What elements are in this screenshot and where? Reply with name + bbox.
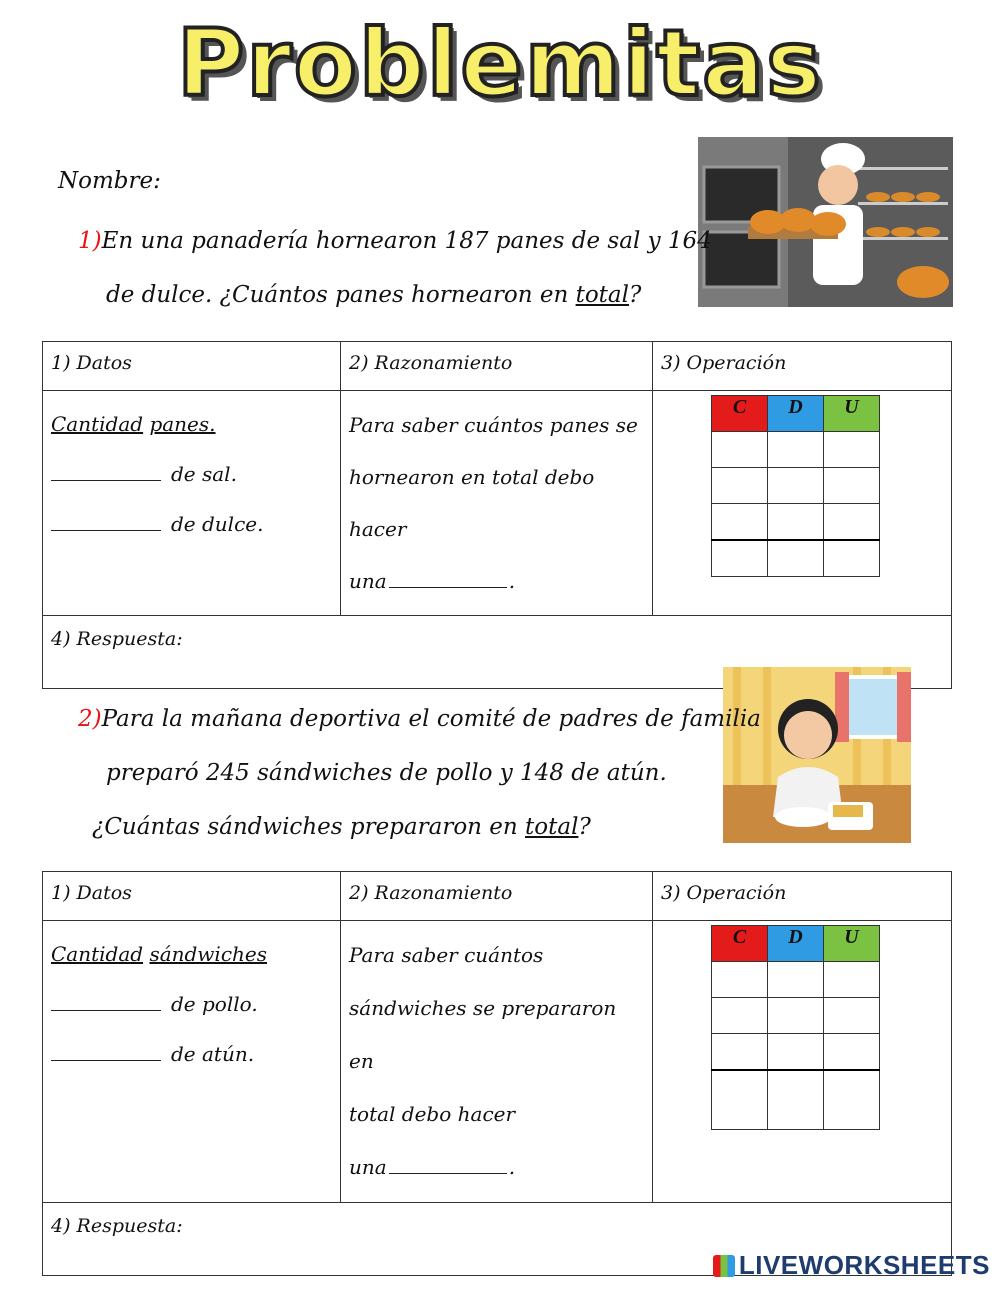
cdu-cell[interactable] xyxy=(712,998,768,1034)
cdu-result-cell[interactable] xyxy=(768,540,824,577)
datos-title: Cantidad xyxy=(51,412,144,436)
razon-line: una xyxy=(349,569,387,593)
problem-1-line-2: de dulce. ¿Cuántos panes hornearon en xyxy=(106,282,576,308)
datos-title-object: panes. xyxy=(149,412,216,436)
problem-2-line-3: ¿Cuántas sándwiches prepararon en xyxy=(92,814,526,840)
problem-1-question-mark: ? xyxy=(629,282,642,308)
cdu-cell[interactable] xyxy=(824,962,880,998)
decenas-header: D xyxy=(768,926,824,962)
cdu-result-cell[interactable] xyxy=(768,1070,824,1130)
cdu-cell[interactable] xyxy=(712,962,768,998)
cdu-cell[interactable] xyxy=(768,1034,824,1071)
datos-title-object: sándwiches xyxy=(149,942,268,966)
razon-line: total debo hacer xyxy=(349,1102,516,1126)
answer-blank-atun[interactable] xyxy=(51,1059,161,1061)
page-title: Problemitas xyxy=(176,10,823,117)
operacion-header: 3) Operación xyxy=(653,342,952,391)
cdu-cell[interactable] xyxy=(824,998,880,1034)
cdu-cell[interactable] xyxy=(712,504,768,541)
razon-line: Para saber cuántos panes se xyxy=(349,413,638,437)
answer-blank-operation[interactable] xyxy=(389,1172,507,1174)
problem-1-total-word: total xyxy=(575,282,629,308)
problem-1-statement xyxy=(78,214,712,322)
razon-line: sándwiches se prepararon en xyxy=(349,996,617,1073)
cdu-cell[interactable] xyxy=(768,998,824,1034)
operacion-header: 3) Operación xyxy=(653,872,952,921)
datos-label-dulce: de dulce. xyxy=(171,512,264,536)
operacion-cell xyxy=(653,391,952,616)
cdu-cell[interactable] xyxy=(768,962,824,998)
cdu-cell[interactable] xyxy=(824,504,880,541)
decenas-header: D xyxy=(768,396,824,432)
cdu-cell[interactable] xyxy=(712,468,768,504)
cdu-cell[interactable] xyxy=(712,1034,768,1071)
answer-blank-operation[interactable] xyxy=(389,586,507,588)
problem-2-line-1: Para la mañana deportiva el comité de padres de familia xyxy=(101,706,761,732)
brand-logo xyxy=(713,1250,990,1281)
problem-2-table xyxy=(42,871,952,1276)
answer-blank-pollo[interactable] xyxy=(51,1009,161,1011)
cdu-result-cell[interactable] xyxy=(824,540,880,577)
datos-label-pollo: de pollo. xyxy=(171,992,258,1016)
razon-line: Para saber cuántos xyxy=(349,943,544,967)
razon-line: una xyxy=(349,1155,387,1179)
problem-2-total-word: total xyxy=(525,814,579,840)
razonamiento-header: 2) Razonamiento xyxy=(341,342,653,391)
datos-label-sal: de sal. xyxy=(171,462,237,486)
problem-1-line-1: En una panadería hornearon 187 panes de sal y 164 xyxy=(101,228,712,254)
razon-line: hornearon en total debo hacer xyxy=(349,465,595,541)
answer-blank-sal[interactable] xyxy=(51,479,161,481)
cdu-cell[interactable] xyxy=(824,468,880,504)
problem-2-line-2: preparó 245 sándwiches de pollo y 148 de atún. xyxy=(106,760,667,786)
cdu-result-cell[interactable] xyxy=(824,1070,880,1130)
unidades-header: U xyxy=(824,396,880,432)
centenas-header: C xyxy=(712,396,768,432)
cdu-cell[interactable] xyxy=(768,504,824,541)
datos-header: 1) Datos xyxy=(43,872,341,921)
operacion-cell xyxy=(653,921,952,1203)
problem-1-table xyxy=(42,341,952,689)
datos-label-atun: de atún. xyxy=(171,1042,255,1066)
razonamiento-cell xyxy=(341,921,653,1203)
cdu-cell[interactable] xyxy=(824,1034,880,1071)
datos-cell xyxy=(43,391,341,616)
unidades-header: U xyxy=(824,926,880,962)
razonamiento-header: 2) Razonamiento xyxy=(341,872,653,921)
liveworksheets-logo-icon xyxy=(713,1255,735,1277)
razon-period: . xyxy=(508,1155,516,1179)
datos-title: Cantidad xyxy=(51,942,144,966)
cdu-cell[interactable] xyxy=(768,468,824,504)
problem-2-number: 2) xyxy=(78,706,102,732)
centenas-header: C xyxy=(712,926,768,962)
problem-1-number: 1) xyxy=(78,228,102,254)
bakery-chef-image xyxy=(698,137,953,307)
cdu-cell[interactable] xyxy=(712,432,768,468)
answer-blank-dulce[interactable] xyxy=(51,529,161,531)
cdu-table xyxy=(711,395,880,577)
problem-2-statement xyxy=(78,692,761,854)
respuesta-label: 4) Respuesta: xyxy=(51,628,183,650)
nombre-label: Nombre: xyxy=(58,168,161,194)
cdu-cell[interactable] xyxy=(768,432,824,468)
cdu-result-cell[interactable] xyxy=(712,1070,768,1130)
problem-2-question-mark: ? xyxy=(578,814,591,840)
cdu-table xyxy=(711,925,880,1130)
cdu-result-cell[interactable] xyxy=(712,540,768,577)
razon-period: . xyxy=(508,569,516,593)
datos-header: 1) Datos xyxy=(43,342,341,391)
cdu-cell[interactable] xyxy=(824,432,880,468)
brand-text: LIVEWORKSHEETS xyxy=(738,1250,990,1280)
datos-cell xyxy=(43,921,341,1203)
respuesta-label: 4) Respuesta: xyxy=(51,1215,183,1237)
razonamiento-cell xyxy=(341,391,653,616)
